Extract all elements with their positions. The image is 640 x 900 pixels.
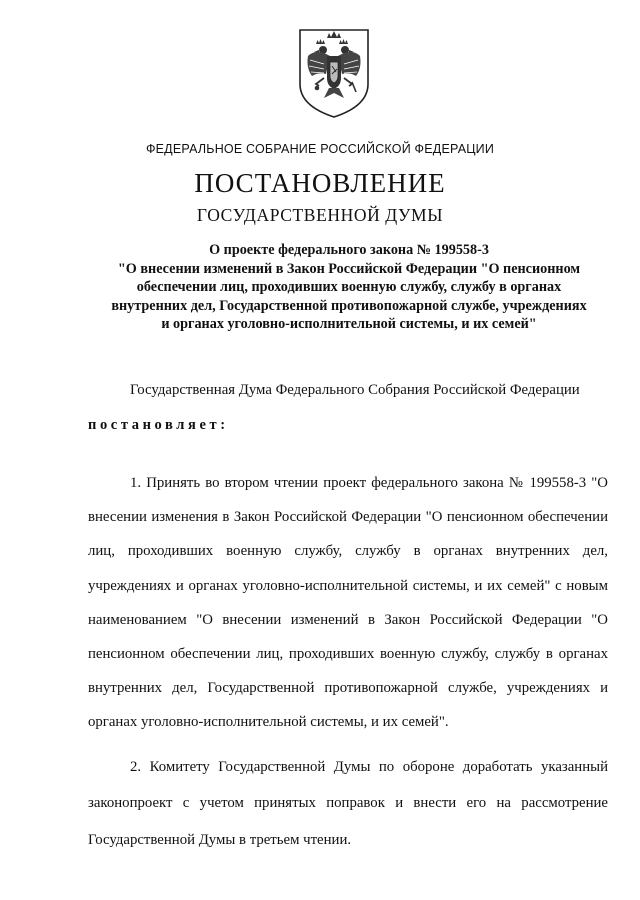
issuing-body-subtitle: ГОСУДАРСТВЕННОЙ ДУМЫ	[196, 205, 444, 225]
resolution-item-2: 2. Комитету Государственной Думы по обороне доработать указанный законопроект с учетом принятых поправок и внести его на рассмотрение Государственной Думы в третьем чтении.	[88, 759, 608, 848]
bill-heading-line: и органах уголовно-исполнительной системы, и их семей"	[161, 316, 537, 332]
coat-of-arms-icon	[296, 26, 372, 120]
bill-heading-line: "О внесении изменений в Закон Российской Федерации "О пенсионном	[117, 260, 581, 277]
document-type-title: ПОСТАНОВЛЕНИЕ	[194, 168, 446, 198]
bill-heading	[84, 241, 614, 334]
bill-heading-line: О проекте федерального закона № 199558-3	[209, 242, 489, 258]
preamble-paragraph: Государственная Дума Федерального Собрания Российской Федерации	[130, 382, 580, 398]
resolves-word: постановляет:	[88, 417, 229, 433]
bill-heading-line: обеспечении лиц, проходивших военную службу, службу в органах	[136, 279, 562, 295]
parliament-name: ФЕДЕРАЛЬНОЕ СОБРАНИЕ РОССИЙСКОЙ ФЕДЕРАЦИИ	[145, 142, 495, 156]
resolution-item-1: 1. Принять во втором чтении проект федерального закона № 199558-3 "О внесении изменения в Закон Российской Федерации "О пенсионном обеспечении лиц, проходивших военную службу, службу в органах внутренних дел, учреждениях и органах уголовно-исполнительной системы, и их семей" с новым наименованием "О внесении изменений в Закон Российской Федерации "О пенсионном обеспечении лиц, проходивших военную службу, службу в органах внутренних дел, Государственной противопожарной службе, учреждениях и органах уголовно-исполнительной системы, и их семей".	[88, 475, 608, 731]
bill-heading-line: внутренних дел, Государственной противопожарной службе, учреждениях	[111, 297, 587, 314]
